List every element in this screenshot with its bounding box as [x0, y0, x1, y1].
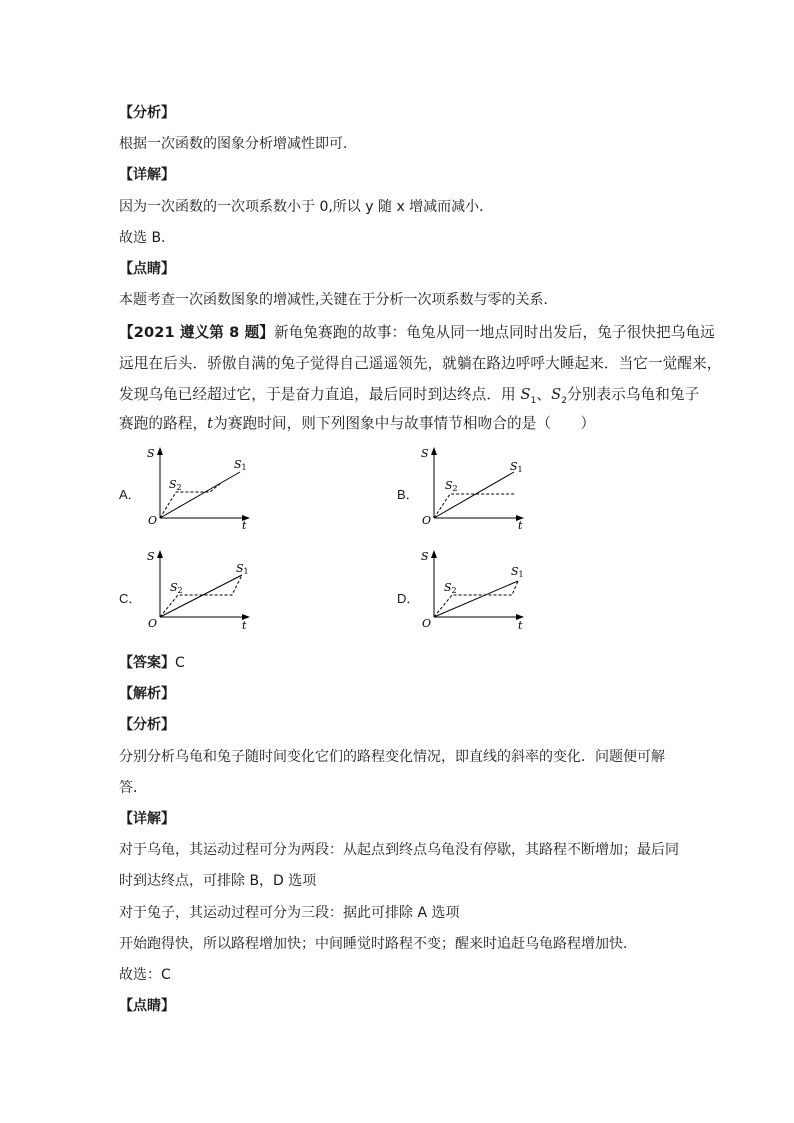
s2-label	[444, 581, 457, 595]
s2-line	[434, 494, 516, 518]
detail-text: 因为一次函数的一次项系数小于 0,所以 y 随 x 增减而减小．	[119, 199, 494, 215]
question-text-4b: 为赛跑时间，则下列图象中与故事情节相吻合的是（ ）	[213, 415, 596, 432]
s1-label	[234, 458, 247, 472]
s1-sub: 1	[517, 465, 523, 474]
detail-heading: 【详解】	[119, 167, 175, 183]
detail-line-1: 对于乌龟，其运动过程可分为两段：从起点到终点乌龟没有停歇，其路程不断增加；最后同	[119, 842, 679, 858]
option-d-label: D．	[397, 591, 420, 606]
origin-label: O	[422, 514, 432, 527]
x-axis-label: t	[518, 619, 523, 632]
s1-var: S	[511, 565, 519, 578]
comment-heading: 【点睛】	[119, 261, 175, 277]
y-arrow	[431, 447, 437, 455]
s2-var: S	[445, 479, 453, 492]
origin-label: O	[148, 617, 158, 630]
question-line-3	[119, 385, 699, 411]
s1-label	[510, 460, 523, 474]
origin-label: O	[422, 617, 432, 630]
sep: 、	[536, 386, 552, 403]
option-b-graph	[414, 442, 534, 534]
detail-line-3: 对于兔子，其运动过程可分为三段：据此可排除 A 选项	[119, 905, 460, 921]
solution-heading: 【解析】	[119, 686, 175, 702]
option-c-graph	[140, 545, 260, 637]
option-d-graph	[414, 545, 534, 637]
question-text-1: 新龟兔赛跑的故事：龟兔从同一地点同时出发后，兔子很快把乌龟远	[273, 324, 715, 341]
analysis-text: 根据一次函数的图象分析增减性即可．	[119, 136, 357, 152]
var-t: t	[207, 415, 214, 432]
s1-label	[511, 565, 524, 579]
s1-sub: 1	[243, 567, 249, 576]
s2-label	[170, 581, 183, 595]
x-axis-label: t	[242, 619, 247, 632]
choice-text: 故选 B．	[119, 230, 176, 246]
question-line-2: 远甩在后头．骄傲自满的兔子觉得自己遥遥领先，就躺在路边呼呼大睡起来．当它一觉醒来，	[119, 355, 722, 372]
s1-var: S	[236, 562, 244, 575]
x-axis-label: t	[242, 519, 247, 532]
y-axis-label: S	[421, 447, 429, 460]
x-axis-label: t	[518, 519, 523, 532]
option-a-label: A．	[119, 487, 141, 502]
s2-label	[445, 479, 458, 493]
y-arrow	[157, 550, 163, 558]
s1-var: S	[234, 458, 242, 471]
s1-label	[236, 562, 249, 576]
question-line-1	[119, 323, 715, 343]
var-s1: S	[520, 386, 531, 403]
s1-var: S	[510, 460, 518, 473]
question-text-4a: 赛跑的路程，	[119, 415, 208, 432]
s2-var: S	[170, 581, 178, 594]
answer-heading: 【答案】	[119, 655, 175, 671]
s1-sub: 1	[241, 463, 247, 472]
y-axis-label: S	[147, 447, 155, 460]
option-c-label: C．	[119, 591, 142, 606]
s2-label	[169, 478, 182, 492]
choice-text-2: 故选：C	[119, 967, 171, 983]
var-s2: S	[551, 386, 562, 403]
detail-heading-2: 【详解】	[119, 811, 175, 827]
detail-line-2: 时到达终点，可排除 B，D 选项	[119, 873, 317, 889]
option-a-graph	[140, 442, 260, 534]
answer-value: C	[175, 655, 185, 671]
question-text-3a: 发现乌龟已经超过它，于是奋力直追，最后同时到达终点．用	[119, 386, 521, 403]
s2-sub: 2	[177, 586, 183, 595]
comment-heading-2: 【点睛】	[119, 998, 175, 1014]
y-axis-label: S	[147, 550, 155, 563]
option-b-label: B．	[397, 487, 419, 502]
s2-sub: 2	[451, 586, 457, 595]
s2-sub: 2	[452, 484, 458, 493]
analysis-heading-2: 【分析】	[119, 717, 175, 733]
question-line-4	[119, 414, 595, 434]
analysis-text-2b: 答．	[119, 780, 147, 796]
detail-line-4: 开始跑得快，所以路程增加快；中间睡觉时路程不变；醒来时追赶乌龟路程增加快．	[119, 936, 637, 952]
var-s2-sub: 2	[561, 395, 568, 406]
comment-text: 本题考查一次函数图象的增减性,关键在于分析一次项系数与零的关系．	[119, 292, 558, 308]
analysis-text-2a: 分别分析乌龟和兔子随时间变化它们的路程变化情况，即直线的斜率的变化．问题便可解	[119, 749, 665, 765]
var-s1-sub: 1	[530, 395, 537, 406]
answer-line	[119, 653, 185, 673]
analysis-heading: 【分析】	[119, 105, 175, 121]
s1-sub: 1	[518, 570, 524, 579]
s2-sub: 2	[176, 483, 182, 492]
y-axis-label: S	[421, 550, 429, 563]
s2-var: S	[169, 478, 177, 491]
y-arrow	[157, 447, 163, 455]
question-text-3b: 分别表示乌龟和兔子	[567, 386, 700, 403]
origin-label: O	[148, 514, 158, 527]
y-arrow	[431, 550, 437, 558]
s2-var: S	[444, 581, 452, 594]
question-source-tag: 【2021 遵义第 8 题】	[119, 324, 274, 341]
